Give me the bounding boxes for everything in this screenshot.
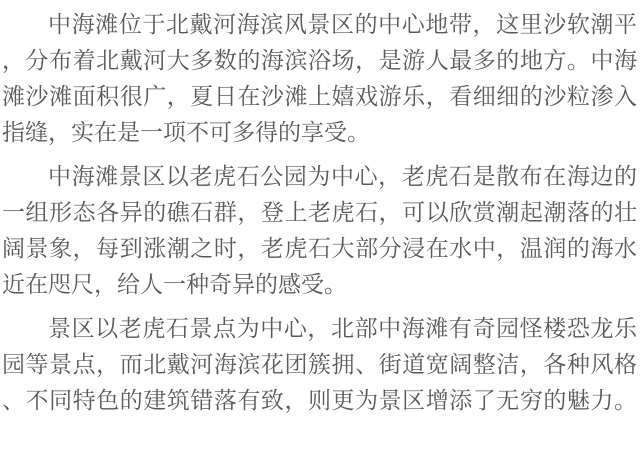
paragraph-tiger-rock: [2, 159, 637, 303]
text-line: 阔景象，每到涨潮之时，老虎石大部分浸在水中，温润的海水: [2, 236, 637, 261]
text-line: 园等景点，而北戴河海滨花团簇拥、街道宽阔整洁，各种风格: [2, 352, 637, 377]
paragraph-scenic-area: [2, 311, 637, 419]
text-line: 滩沙滩面积很广，夏日在沙滩上嬉戏游乐，看细细的沙粒渗入: [2, 84, 637, 109]
text-line: 景区以老虎石景点为中心，北部中海滩有奇园怪楼恐龙乐: [48, 316, 637, 341]
text-line: 近在咫尺，给人一种奇异的感受。: [2, 272, 347, 297]
text-line: 中海滩位于北戴河海滨风景区的中心地带，这里沙软潮平: [48, 12, 637, 37]
text-line: 指缝，实在是一项不可多得的享受。: [2, 120, 370, 145]
text-line: 、不同特色的建筑错落有致，则更为景区增添了无穷的魅力。: [2, 388, 637, 413]
text-line: 中海滩景区以老虎石公园为中心，老虎石是散布在海边的: [48, 164, 637, 189]
paragraph-beach-overview: [2, 7, 637, 151]
text-line: ，分布着北戴河大多数的海滨浴场，是游人最多的地方。中海: [2, 48, 637, 73]
text-line: 一组形态各异的礁石群，登上老虎石，可以欣赏潮起潮落的壮: [2, 200, 637, 225]
